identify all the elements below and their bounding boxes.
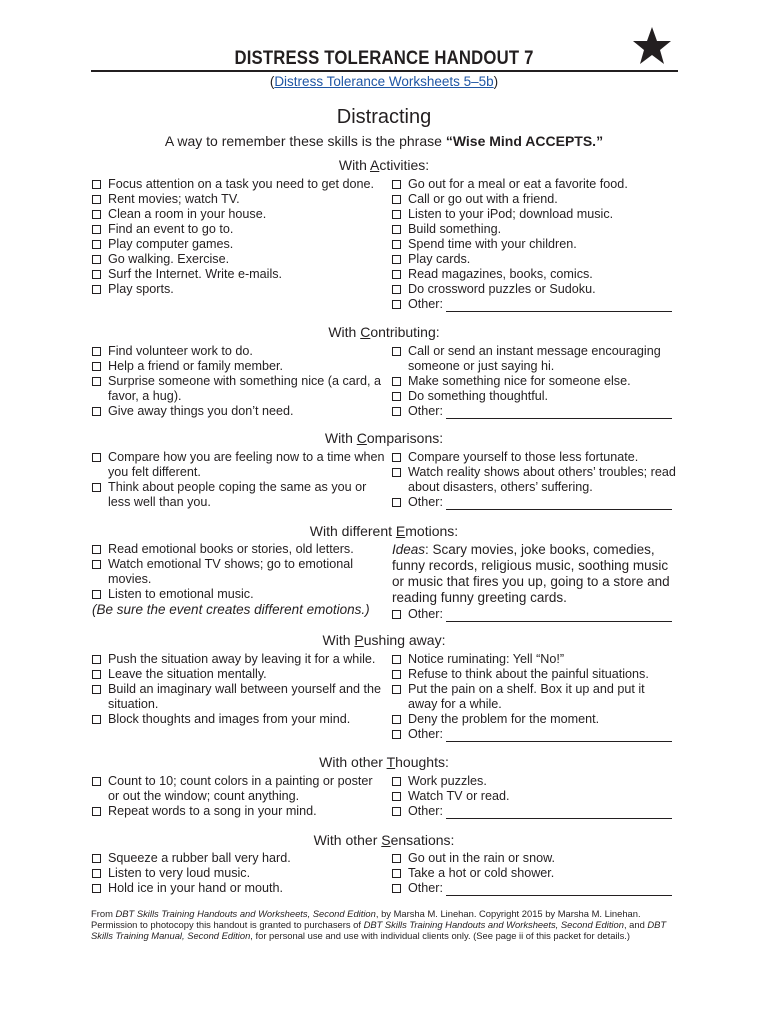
checkbox[interactable]: [392, 407, 401, 416]
contributing-left-list: [92, 344, 387, 419]
list-item: Find an event to go to.: [92, 222, 387, 237]
checkbox[interactable]: [392, 807, 401, 816]
checkbox[interactable]: [392, 240, 401, 249]
checkbox[interactable]: [92, 777, 101, 786]
checkbox[interactable]: [392, 655, 401, 664]
checkbox[interactable]: [392, 195, 401, 204]
star-icon: [632, 26, 672, 66]
checkbox[interactable]: [92, 240, 101, 249]
list-item: Think about people coping the same as you or less well than you.: [92, 480, 387, 510]
list-item: Surf the Internet. Write e-mails.: [92, 267, 387, 282]
other-item: Other:: [392, 404, 677, 419]
checkbox[interactable]: [92, 377, 101, 386]
checkbox[interactable]: [392, 392, 401, 401]
checkbox[interactable]: [92, 362, 101, 371]
list-item: Play cards.: [392, 252, 677, 267]
list-item: Do crossword puzzles or Sudoku.: [392, 282, 677, 297]
checkbox[interactable]: [92, 590, 101, 599]
pushing-left-list: [92, 652, 387, 727]
checkbox[interactable]: [392, 610, 401, 619]
other-input[interactable]: [446, 299, 672, 312]
emotions-ideas: Ideas: Scary movies, joke books, comedies, funny records, religious music, soothing music or music that fires you up, going to a store and reading funny greeting cards.: [392, 542, 670, 605]
checkbox[interactable]: [392, 884, 401, 893]
checkbox[interactable]: [92, 685, 101, 694]
list-item: Watch emotional TV shows; go to emotional movies.: [92, 557, 387, 587]
checkbox[interactable]: [392, 715, 401, 724]
list-item: Call or go out with a friend.: [392, 192, 677, 207]
list-item: Clean a room in your house.: [92, 207, 387, 222]
checkbox[interactable]: [392, 453, 401, 462]
sensations-right-list: [392, 851, 677, 896]
checkbox[interactable]: [392, 498, 401, 507]
other-item: Other:: [392, 607, 677, 622]
checkbox[interactable]: [92, 180, 101, 189]
checkbox[interactable]: [92, 407, 101, 416]
section-heading-sensations: With other Sensations:: [313, 832, 455, 848]
header-rule: [91, 70, 678, 72]
comparisons-right-list: [392, 450, 677, 510]
checkbox[interactable]: [392, 685, 401, 694]
other-input[interactable]: [446, 806, 672, 819]
emotions-right-list: [392, 542, 677, 622]
checkbox[interactable]: [92, 854, 101, 863]
other-input[interactable]: [446, 729, 672, 742]
list-item: Read emotional books or stories, old letters.: [92, 542, 387, 557]
list-item: Build an imaginary wall between yourself and the situation.: [92, 682, 387, 712]
other-input[interactable]: [446, 609, 672, 622]
list-item: Deny the problem for the moment.: [392, 712, 677, 727]
list-item: Repeat words to a song in your mind.: [92, 804, 387, 819]
emotions-left-list: [92, 542, 387, 618]
list-item: Count to 10; count colors in a painting or poster or out the window; count anything.: [92, 774, 387, 804]
other-item: Other:: [392, 881, 677, 896]
list-item: Go walking. Exercise.: [92, 252, 387, 267]
checkbox[interactable]: [92, 655, 101, 664]
list-item: Squeeze a rubber ball very hard.: [92, 851, 387, 866]
other-input[interactable]: [446, 883, 672, 896]
list-item: Watch reality shows about others’ troubles; read about disasters, others’ suffering.: [392, 465, 677, 495]
other-item: Other:: [392, 495, 677, 510]
checkbox[interactable]: [392, 255, 401, 264]
list-item: Listen to your iPod; download music.: [392, 207, 677, 222]
checkbox[interactable]: [92, 560, 101, 569]
section-heading-contributing: With Contributing:: [328, 324, 440, 340]
checkbox[interactable]: [92, 715, 101, 724]
thoughts-left-list: [92, 774, 387, 819]
checkbox[interactable]: [392, 347, 401, 356]
worksheets-link[interactable]: Distress Tolerance Worksheets 5–5b: [274, 74, 494, 89]
checkbox[interactable]: [392, 225, 401, 234]
checkbox[interactable]: [92, 807, 101, 816]
other-input[interactable]: [446, 497, 672, 510]
checkbox[interactable]: [92, 453, 101, 462]
other-item: Other:: [392, 727, 677, 742]
list-item: Listen to emotional music.: [92, 587, 387, 602]
list-item: Help a friend or family member.: [92, 359, 387, 374]
contributing-right-list: [392, 344, 677, 419]
section-heading-pushing-away: With Pushing away:: [322, 632, 446, 648]
list-item: Refuse to think about the painful situations.: [392, 667, 677, 682]
checkbox[interactable]: [392, 180, 401, 189]
list-item: Put the pain on a shelf. Box it up and put it away for a while.: [392, 682, 677, 712]
list-item: Block thoughts and images from your mind.: [92, 712, 387, 727]
list-item: Play sports.: [92, 282, 387, 297]
checkbox[interactable]: [392, 854, 401, 863]
list-item: Leave the situation mentally.: [92, 667, 387, 682]
checkbox[interactable]: [392, 300, 401, 309]
pushing-right-list: [392, 652, 677, 742]
list-item: Do something thoughtful.: [392, 389, 677, 404]
checkbox[interactable]: [92, 270, 101, 279]
list-item: Rent movies; watch TV.: [92, 192, 387, 207]
other-input[interactable]: [446, 406, 672, 419]
checkbox[interactable]: [392, 468, 401, 477]
list-item: Hold ice in your hand or mouth.: [92, 881, 387, 896]
checkbox[interactable]: [92, 225, 101, 234]
checkbox[interactable]: [392, 670, 401, 679]
copyright-footer: From DBT Skills Training Handouts and Worksheets, Second Edition, by Marsha M. Linehan. Copyright 2015 by Marsha M. Linehan. Permission to photocopy this handout is granted to purchasers of DBT Skills Training Handouts and Worksheets, Second Edition, and DBT Skills Training Manual, Second Edition, for personal use and use with individual clients only. (See page ii of this packet for details.): [91, 908, 667, 941]
list-item: Read magazines, books, comics.: [392, 267, 677, 282]
list-item: Go out for a meal or eat a favorite food.: [392, 177, 677, 192]
list-item: Compare yourself to those less fortunate.: [392, 450, 677, 465]
list-item: Find volunteer work to do.: [92, 344, 387, 359]
checkbox[interactable]: [92, 483, 101, 492]
list-item: Spend time with your children.: [392, 237, 677, 252]
checkbox[interactable]: [92, 670, 101, 679]
list-item: Give away things you don’t need.: [92, 404, 387, 419]
checkbox[interactable]: [92, 545, 101, 554]
checkbox[interactable]: [92, 210, 101, 219]
other-item: Other:: [392, 297, 677, 312]
checkbox[interactable]: [92, 255, 101, 264]
intro-text: A way to remember these skills is the phrase “Wise Mind ACCEPTS.”: [164, 133, 604, 149]
activities-left-list: [92, 177, 387, 297]
section-heading-comparisons: With Comparisons:: [324, 430, 444, 446]
checkbox[interactable]: [392, 377, 401, 386]
page-title: Distracting: [336, 106, 432, 128]
checkbox[interactable]: [92, 869, 101, 878]
list-item: Work puzzles.: [392, 774, 677, 789]
list-item: Play computer games.: [92, 237, 387, 252]
checkbox[interactable]: [92, 195, 101, 204]
list-item: Listen to very loud music.: [92, 866, 387, 881]
worksheet-reference: (Distress Tolerance Worksheets 5–5b): [269, 74, 499, 89]
section-heading-emotions: With different Emotions:: [309, 523, 459, 539]
thoughts-right-list: [392, 774, 677, 819]
list-item: Notice ruminating: Yell “No!”: [392, 652, 677, 667]
checkbox[interactable]: [392, 730, 401, 739]
checkbox[interactable]: [92, 285, 101, 294]
comparisons-left-list: [92, 450, 387, 510]
emotions-note: (Be sure the event creates different emotions.): [92, 602, 370, 617]
checkbox[interactable]: [392, 777, 401, 786]
checkbox[interactable]: [392, 270, 401, 279]
list-item: Call or send an instant message encouraging someone or just saying hi.: [392, 344, 677, 374]
checkbox[interactable]: [392, 210, 401, 219]
list-item: Make something nice for someone else.: [392, 374, 677, 389]
list-item: Go out in the rain or snow.: [392, 851, 677, 866]
checkbox[interactable]: [392, 792, 401, 801]
sensations-left-list: [92, 851, 387, 896]
checkbox[interactable]: [92, 347, 101, 356]
checkbox[interactable]: [92, 884, 101, 893]
activities-right-list: [392, 177, 677, 312]
list-item: Focus attention on a task you need to get done.: [92, 177, 387, 192]
other-item: Other:: [392, 804, 677, 819]
handout-title: DISTRESS TOLERANCE HANDOUT 7: [234, 48, 534, 69]
checkbox[interactable]: [392, 285, 401, 294]
list-item: Compare how you are feeling now to a time when you felt different.: [92, 450, 387, 480]
list-item: Watch TV or read.: [392, 789, 677, 804]
list-item: Take a hot or cold shower.: [392, 866, 677, 881]
list-item: Surprise someone with something nice (a card, a favor, a hug).: [92, 374, 387, 404]
list-item: Build something.: [392, 222, 677, 237]
list-item: Push the situation away by leaving it for a while.: [92, 652, 387, 667]
section-heading-activities: With Activities:: [338, 157, 430, 173]
checkbox[interactable]: [392, 869, 401, 878]
section-heading-thoughts: With other Thoughts:: [319, 754, 449, 770]
